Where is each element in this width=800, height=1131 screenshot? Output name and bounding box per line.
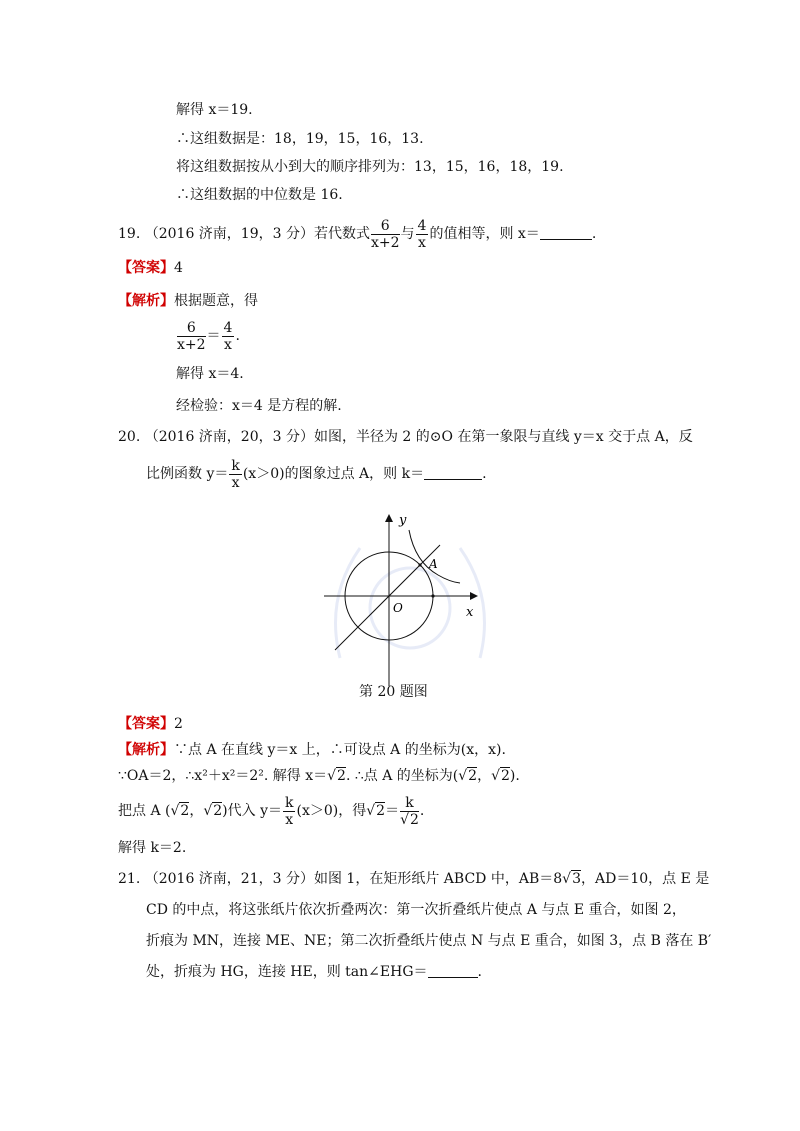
q20-question-line-1: 20. （2016 济南，20，3 分）如图，半径为 2 的⊙O 在第一象限与直线 y＝x 交于点 A，反 (118, 429, 693, 445)
q19-fraction-1: $\frac{6}{x+2}$ (370, 217, 400, 251)
q19-fraction-2: $\frac{4}{x}$ (417, 217, 427, 251)
q20-figure (320, 508, 500, 693)
answer-tag: 【答案】 (118, 716, 174, 732)
q20-k-fraction-2: $\frac{k}{x}$ (285, 794, 294, 828)
q20-k-over-sqrt2: $\frac{k}{√2}$ (400, 794, 419, 828)
q21-source: （2016 济南，21，3 分） (144, 871, 314, 887)
q19-eq-fraction-1: $\frac{6}{x+2}$ (177, 319, 206, 353)
q20-answer: 2 (174, 716, 183, 732)
q21-question-line-3: 折痕为 MN，连接 ME、NE；第二次折叠纸片使点 N 与点 E 重合，如图 3，点 B 落在 B′ (146, 933, 712, 949)
q19-text-2: 与 (400, 226, 415, 242)
point-a-dot (418, 563, 421, 566)
x-axis-arrow-icon (470, 592, 478, 600)
q20-number: 20. (118, 429, 141, 445)
analysis-tag: 【解析】 (118, 742, 174, 758)
q21-question-line-2: CD 的中点，将这张纸片依次折叠两次：第一次折叠纸片使点 A 与点 E 重合，如图 2， (146, 902, 686, 918)
q19-solve-line: 解得 x＝4. (176, 366, 244, 382)
q19-equation: $\frac{6}{x+2}$ ＝ $\frac{4}{x}$ . (177, 319, 240, 353)
q18-solve-line: 解得 x＝19. (176, 102, 253, 118)
q19-answer-line (118, 258, 183, 278)
q20-question-line-2: 比例函数 y＝ $\frac{k}{x}$ (x＞0)的图象过点 A，则 k＝ . (146, 457, 487, 491)
analysis-tag: 【解析】 (118, 293, 174, 309)
q20-solve-line: 解得 k＝2. (118, 840, 187, 856)
q20-k-fraction: $\frac{k}{x}$ (231, 457, 240, 491)
x-axis-label: x (466, 605, 474, 620)
q21-question-line-1: 21. （2016 济南，21，3 分）如图 1，在矩形纸片 ABCD 中，AB＝8√3，AD＝10，点 E 是 (118, 871, 710, 887)
q18-median-line: ∴这组数据的中位数是 16. (176, 187, 343, 203)
point-on-x-axis-dot (431, 594, 434, 597)
y-axis-label: y (399, 513, 407, 528)
q20-answer-line (118, 714, 183, 734)
q20-analysis-line-2: ∵OA＝2，∴x²＋x²＝2². 解得 x＝√2. ∴点 A 的坐标为(√2，√2). (118, 768, 520, 784)
q20-source: （2016 济南，20，3 分） (144, 429, 314, 445)
q21-question-line-4: 处，折痕为 HG，连接 HE，则 tan∠EHG＝ . (146, 964, 482, 980)
q20-analysis-line-3: 把点 A (√2，√2)代入 y＝ $\frac{k}{x}$ (x＞0)，得√2＝ $\frac{k}{√2}$ . (118, 794, 425, 828)
answer-tag: 【答案】 (118, 260, 174, 276)
q18-sorted-line: 将这组数据按从小到大的顺序排列为：13，15，16，18，19. (176, 159, 564, 175)
q19-answer-blank (540, 225, 592, 240)
point-a-label: A (429, 557, 438, 571)
q19-analysis-line: 【解析】根据题意，得 (118, 293, 258, 309)
q21-number: 21. (118, 871, 141, 887)
q19-check-line: 经检验：x＝4 是方程的解. (176, 398, 342, 414)
q20-analysis-line-1: 【解析】∵点 A 在直线 y＝x 上，∴可设点 A 的坐标为(x，x). (118, 742, 506, 758)
q19-source: （2016 济南，19，3 分） (144, 226, 314, 242)
q19-text: 若代数式 (313, 226, 370, 242)
q20-answer-blank (424, 465, 482, 480)
q19-number: 19. (118, 226, 141, 242)
q21-answer-blank (428, 963, 478, 978)
q19-answer: 4 (174, 260, 183, 276)
q19-text-3: 的值相等，则 x＝ (429, 226, 540, 242)
y-axis-arrow-icon (385, 514, 393, 522)
q18-data-line: ∴这组数据是：18，19，15，16，13. (176, 131, 424, 147)
q20-figure-caption: 第 20 题图 (359, 684, 428, 700)
q19-eq-fraction-2: $\frac{4}{x}$ (223, 319, 233, 353)
q19-question: 19. （2016 济南，19，3 分）若代数式 $\frac{6}{x+2}$ 与 $\frac{4}{x}$ 的值相等，则 x＝ . (118, 217, 597, 251)
origin-label: O (393, 601, 403, 615)
